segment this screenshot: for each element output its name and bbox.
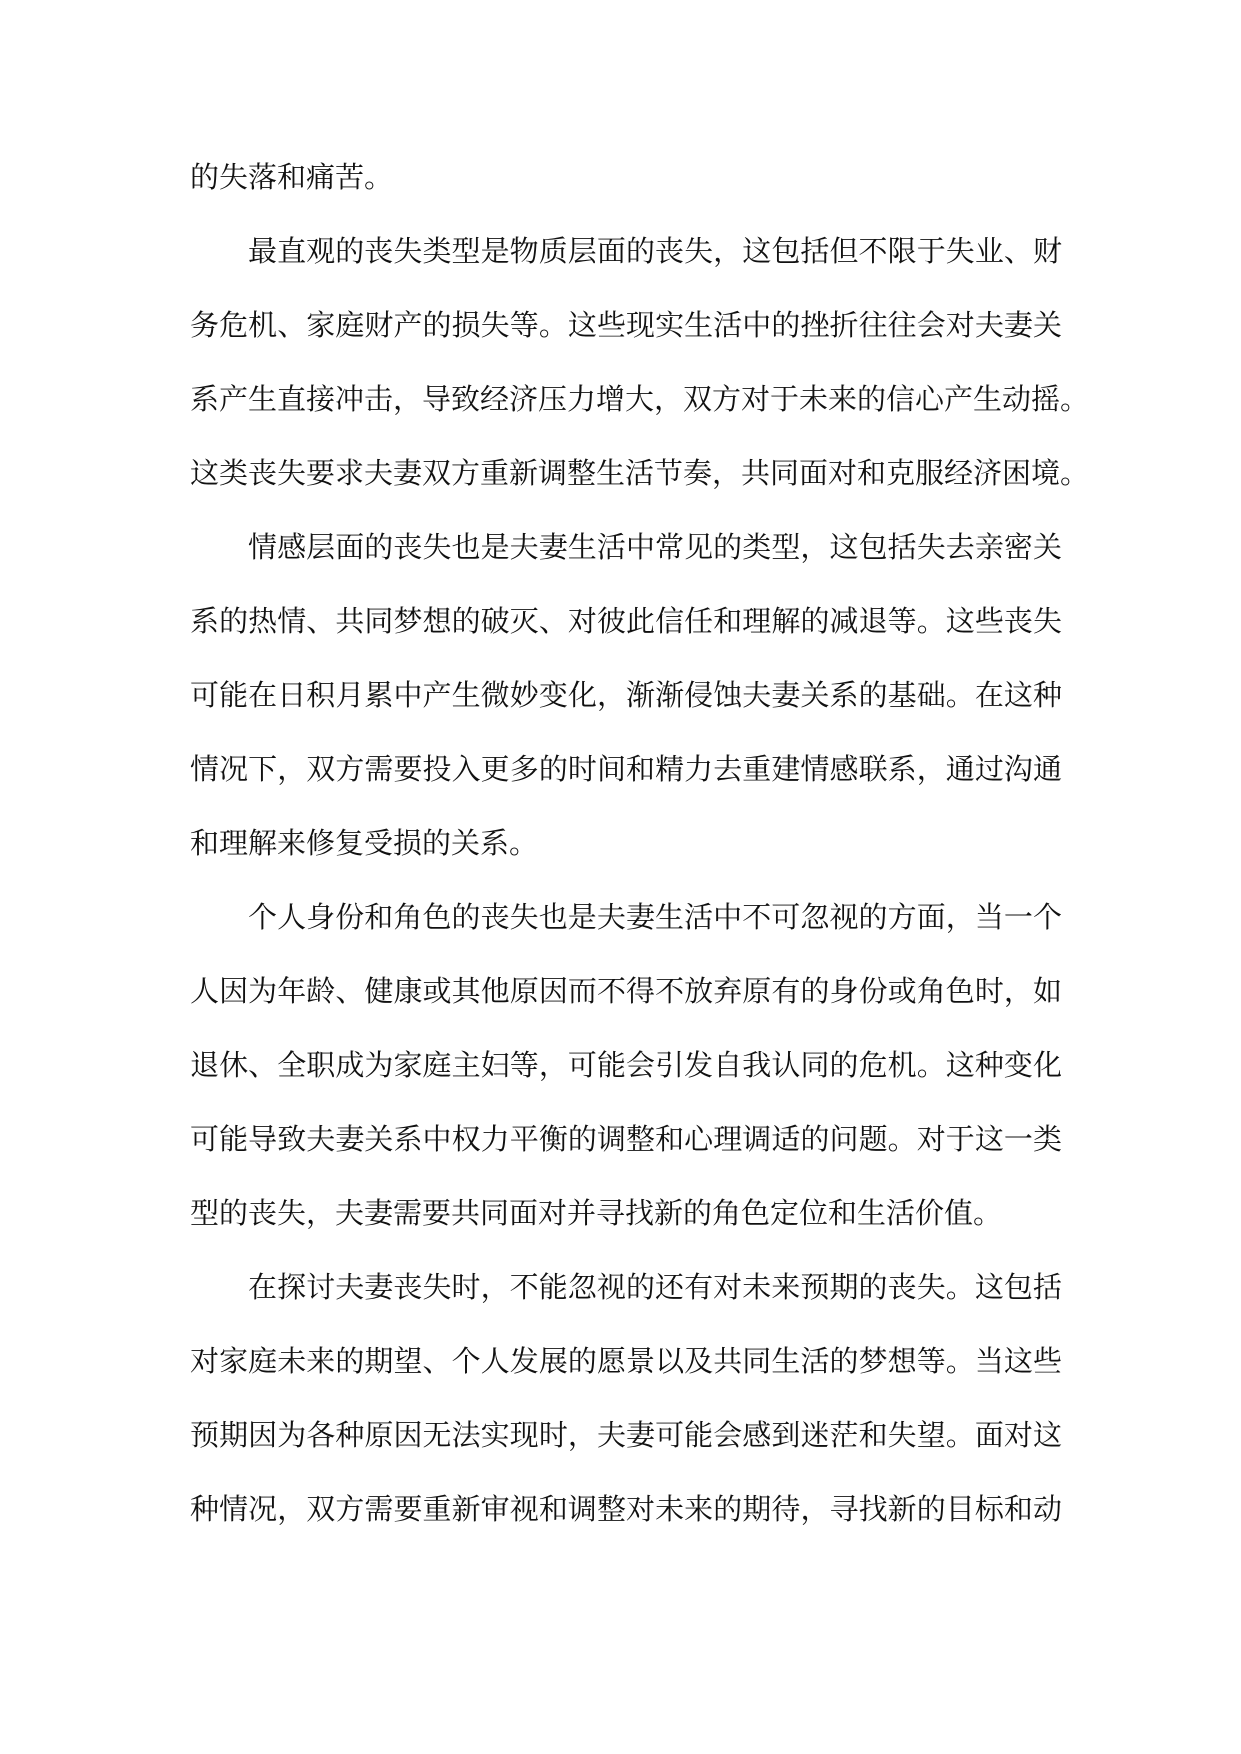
text-line: 这类丧失要求夫妻双方重新调整生活节奏，共同面对和克服经济困境。 (190, 456, 1090, 490)
text-line: 的失落和痛苦。 (190, 160, 394, 194)
text-line: 在探讨夫妻丧失时，不能忽视的还有对未来预期的丧失。这包括 (248, 1270, 1062, 1304)
body-text (190, 140, 1090, 1546)
text-line: 型的丧失，夫妻需要共同面对并寻找新的角色定位和生活价值。 (190, 1196, 1003, 1230)
text-line: 种情况，双方需要重新审视和调整对未来的期待，寻找新的目标和动 (190, 1492, 1062, 1526)
text-line: 退休、全职成为家庭主妇等，可能会引发自我认同的危机。这种变化 (190, 1048, 1062, 1082)
text-line: 预期因为各种原因无法实现时，夫妻可能会感到迷茫和失望。面对这 (190, 1418, 1062, 1452)
text-line: 人因为年龄、健康或其他原因而不得不放弃原有的身份或角色时，如 (190, 974, 1062, 1008)
text-line: 可能导致夫妻关系中权力平衡的调整和心理调适的问题。对于这一类 (190, 1122, 1062, 1156)
text-line: 系产生直接冲击，导致经济压力增大，双方对于未来的信心产生动摇。 (190, 382, 1090, 416)
text-line: 系的热情、共同梦想的破灭、对彼此信任和理解的减退等。这些丧失 (190, 604, 1062, 638)
text-line: 情况下，双方需要投入更多的时间和精力去重建情感联系，通过沟通 (190, 752, 1062, 786)
text-line: 最直观的丧失类型是物质层面的丧失，这包括但不限于失业、财 (248, 234, 1062, 268)
text-line: 和理解来修复受损的关系。 (190, 826, 539, 860)
text-line: 情感层面的丧失也是夫妻生活中常见的类型，这包括失去亲密关 (248, 530, 1062, 564)
text-line: 对家庭未来的期望、个人发展的愿景以及共同生活的梦想等。当这些 (190, 1344, 1062, 1378)
text-line: 个人身份和角色的丧失也是夫妻生活中不可忽视的方面，当一个 (248, 900, 1062, 934)
text-line: 可能在日积月累中产生微妙变化，渐渐侵蚀夫妻关系的基础。在这种 (190, 678, 1062, 712)
text-line: 务危机、家庭财产的损失等。这些现实生活中的挫折往往会对夫妻关 (190, 308, 1062, 342)
